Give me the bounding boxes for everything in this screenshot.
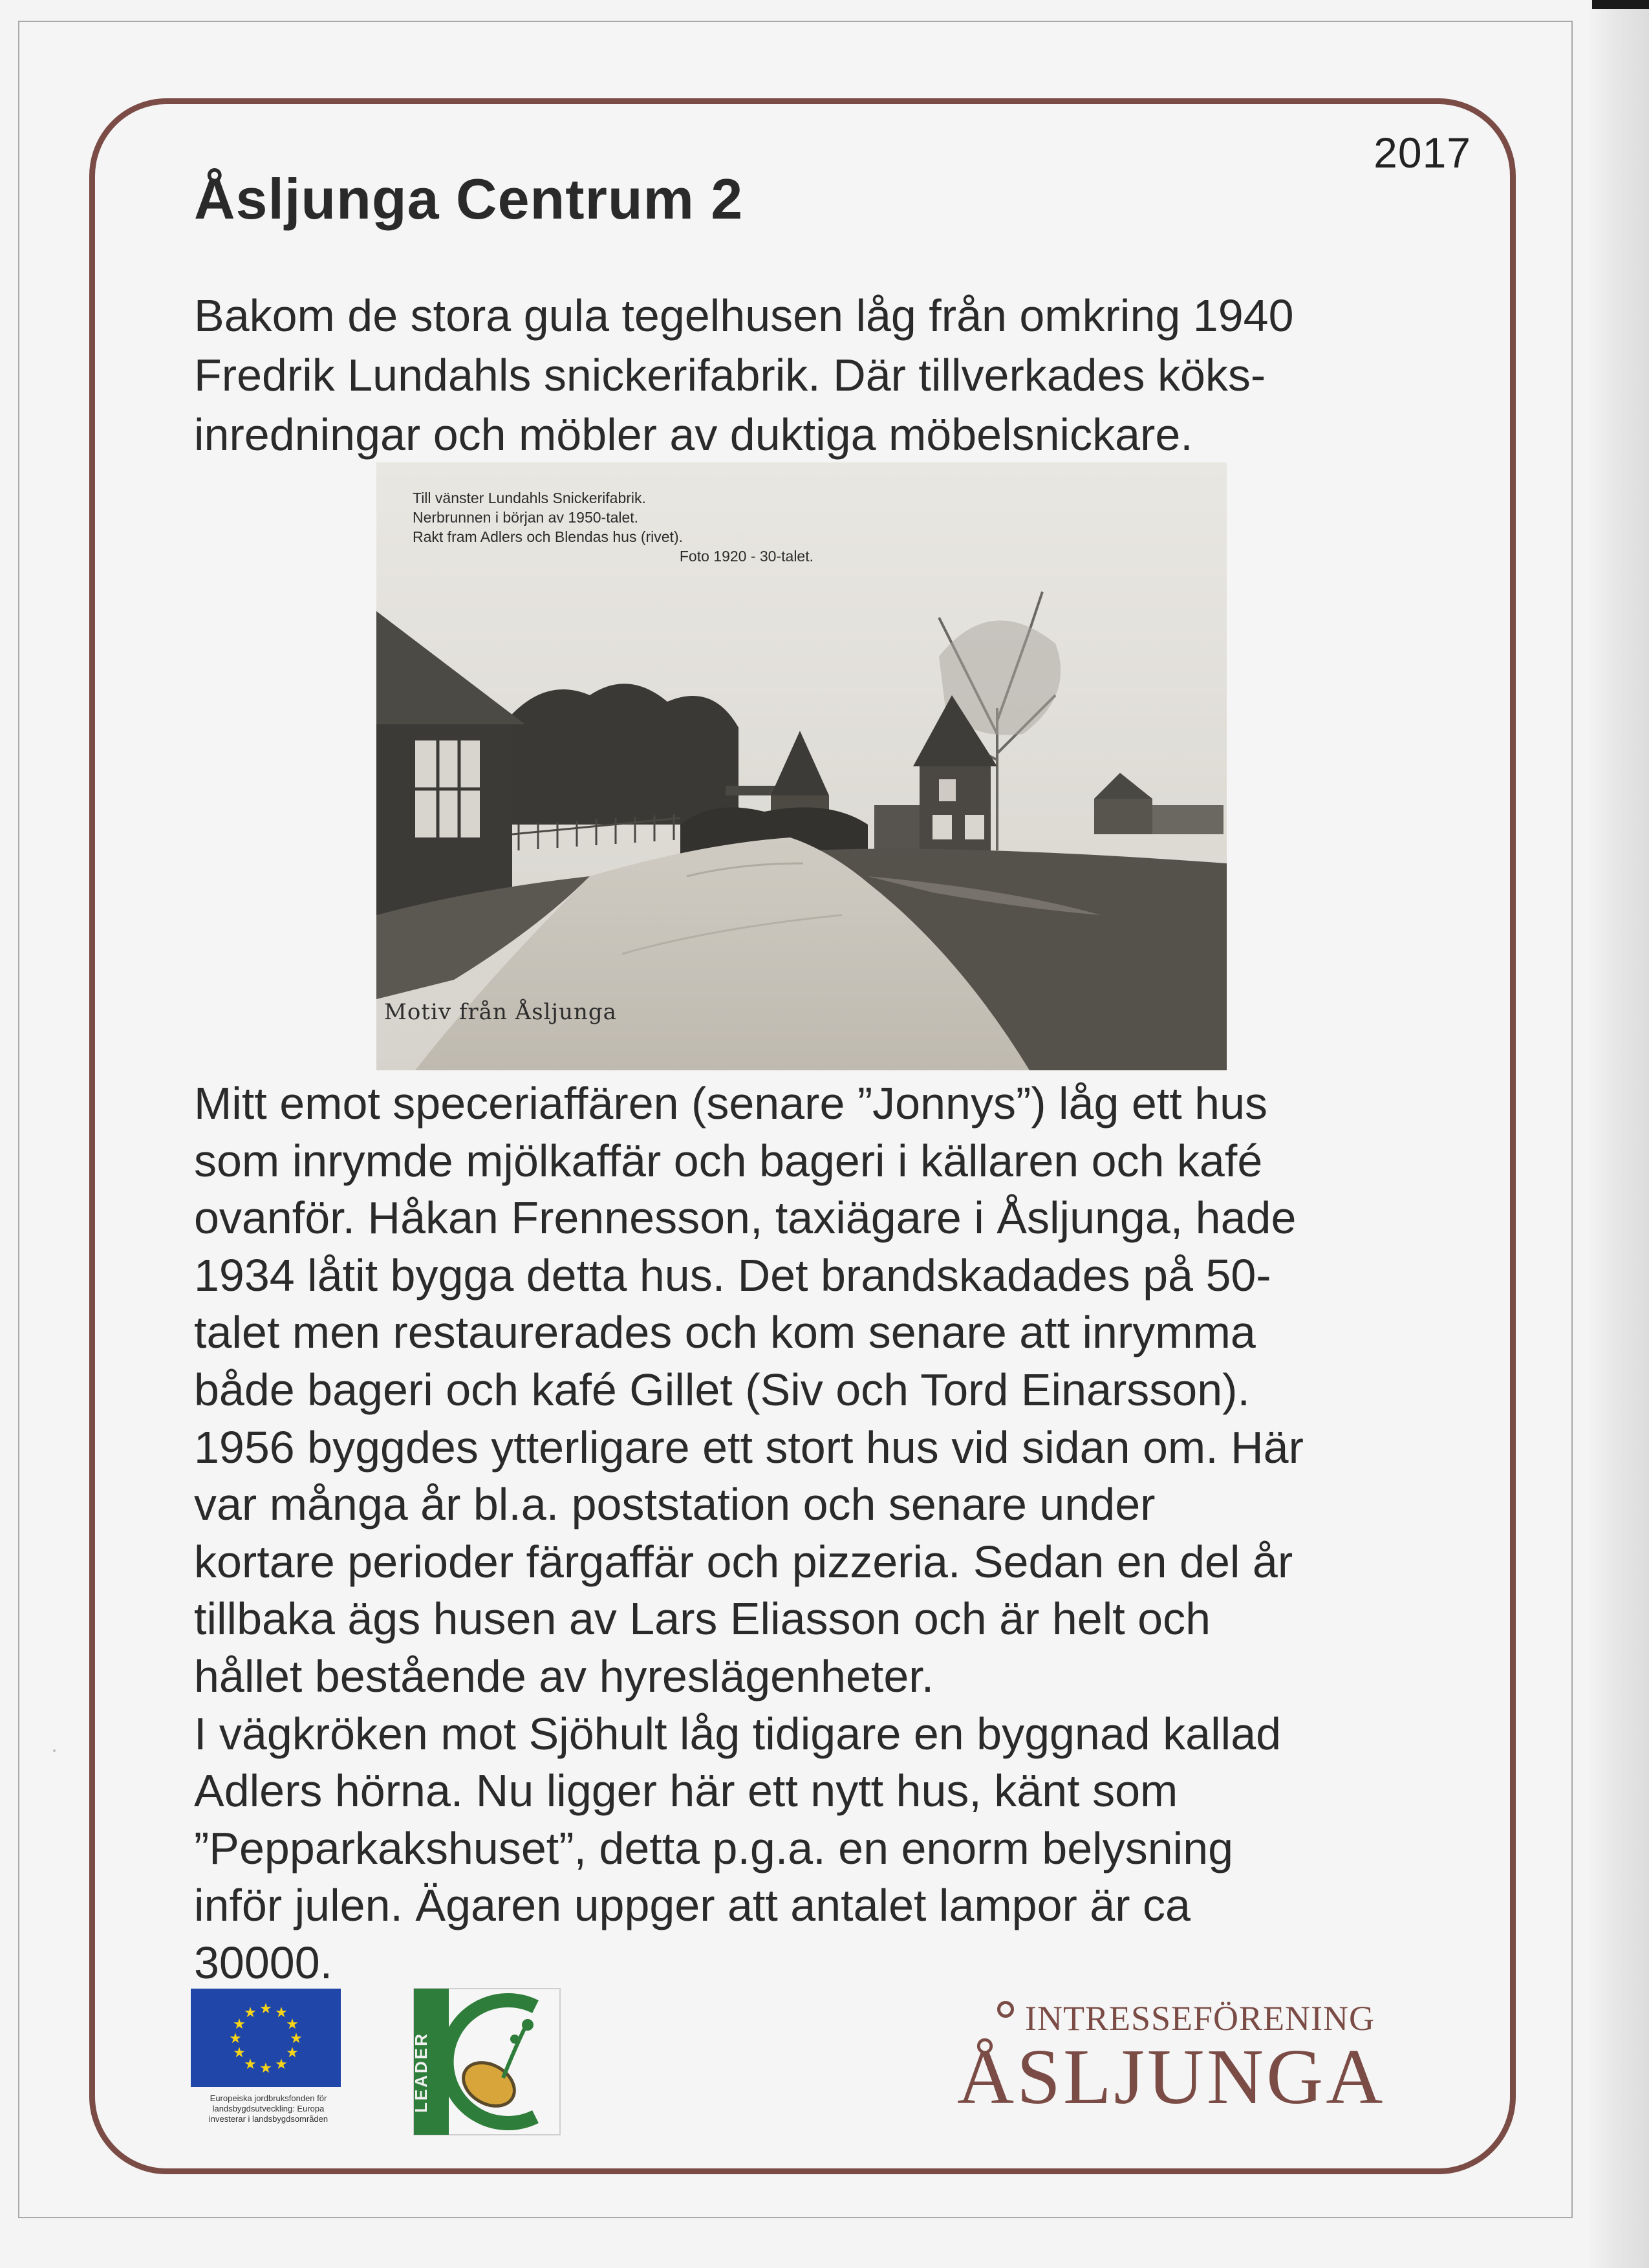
body-line: talet men restaurerades och kom senare att inrymma — [194, 1307, 1256, 1358]
body-line: Mitt emot speceriaffären (senare ”Jonnys”) låg ett hus — [194, 1078, 1268, 1129]
body-line: var många år bl.a. poststation och senare under — [194, 1479, 1156, 1530]
body-line: både bageri och kafé Gillet (Siv och Tord Einarsson). — [194, 1364, 1250, 1415]
svg-text:★: ★ — [229, 2031, 242, 2047]
eu-text-line: landsbygdsutveckling: Europa — [212, 2104, 325, 2113]
org-logo — [957, 1998, 1474, 2128]
body-line: som inrymde mjölkaffär och bageri i källaren och kafé — [194, 1135, 1263, 1186]
org-name: ÅSLJUNGA — [957, 2033, 1386, 2121]
photo-stamp: Motiv från Åsljunga — [384, 999, 617, 1025]
svg-text:★: ★ — [259, 2060, 272, 2077]
historic-photo — [376, 462, 1227, 1070]
body-line: tillbaka ägs husen av Lars Eliasson och är helt och — [194, 1593, 1211, 1645]
body-line: inför julen. Ägaren uppger att antalet lampor är ca — [194, 1880, 1191, 1931]
intro-line: Fredrik Lundahls snickerifabrik. Där tillverkades köks- — [194, 350, 1266, 400]
svg-text:★: ★ — [275, 2005, 288, 2021]
body-line: Adlers hörna. Nu ligger här ett nytt hus, känt som — [194, 1766, 1178, 1817]
caption-line: Rakt fram Adlers och Blendas hus (rivet). — [413, 528, 683, 545]
body-line: hållet bestående av hyreslägenheter. — [194, 1650, 934, 1701]
eu-fund-text — [191, 2093, 346, 2124]
scan-corner — [1592, 0, 1649, 9]
eu-text-line: investerar i landsbygdsområden — [208, 2114, 329, 2124]
photo-caption — [413, 488, 814, 566]
ring-icon — [997, 2001, 1014, 2018]
caption-line: Foto 1920 - 30-talet. — [679, 548, 814, 565]
body-line: I vägkröken mot Sjöhult låg tidigare en byggnad kallad — [194, 1708, 1282, 1759]
svg-text:★: ★ — [286, 2016, 299, 2033]
eu-text-line: Europeiska jordbruksfonden för — [210, 2093, 327, 2103]
scan-edge — [1588, 0, 1649, 2268]
caption-line: Nerbrunnen i början av 1950-talet. — [413, 509, 639, 526]
body-line: ”Pepparkakshuset”, detta p.g.a. en enorm belysning — [194, 1822, 1234, 1874]
intro-paragraph — [194, 286, 1423, 464]
body-line: 1956 byggdes ytterligare ett stort hus vid sidan om. Här — [194, 1421, 1304, 1473]
body-paragraph — [194, 1075, 1410, 1992]
svg-text:★: ★ — [244, 2057, 257, 2073]
svg-text:★: ★ — [233, 2016, 246, 2033]
body-line: 30000. — [194, 1937, 333, 1988]
svg-text:★: ★ — [259, 2001, 272, 2017]
svg-text:★: ★ — [233, 2045, 246, 2061]
eu-stars-icon — [191, 1989, 341, 2087]
body-line: ovanför. Håkan Frennesson, taxiägare i Åsljunga, hade — [194, 1193, 1297, 1244]
svg-text:★: ★ — [244, 2005, 257, 2021]
page-title: Åsljunga Centrum 2 — [194, 167, 744, 231]
year: 2017 — [1374, 129, 1471, 177]
intro-line: Bakom de stora gula tegelhusen låg från omkring 1940 — [194, 290, 1294, 341]
svg-text:★: ★ — [286, 2045, 299, 2061]
body-line: kortare perioder färgaffär och pizzeria. Sedan en del år — [194, 1536, 1293, 1587]
svg-text:★: ★ — [290, 2031, 303, 2047]
leader-label: LEADER — [411, 2032, 431, 2113]
org-subtitle: INTRESSEFÖRENING — [1025, 1999, 1375, 2038]
caption-line: Till vänster Lundahls Snickerifabrik. — [413, 490, 646, 506]
eu-flag-logo — [191, 1989, 341, 2087]
scan-speck — [53, 1749, 56, 1752]
svg-text:★: ★ — [275, 2057, 288, 2073]
body-line: 1934 låtit bygga detta hus. Det brandskadades på 50- — [194, 1249, 1271, 1301]
intro-line: inredningar och möbler av duktiga möbelsnickare. — [194, 409, 1193, 460]
